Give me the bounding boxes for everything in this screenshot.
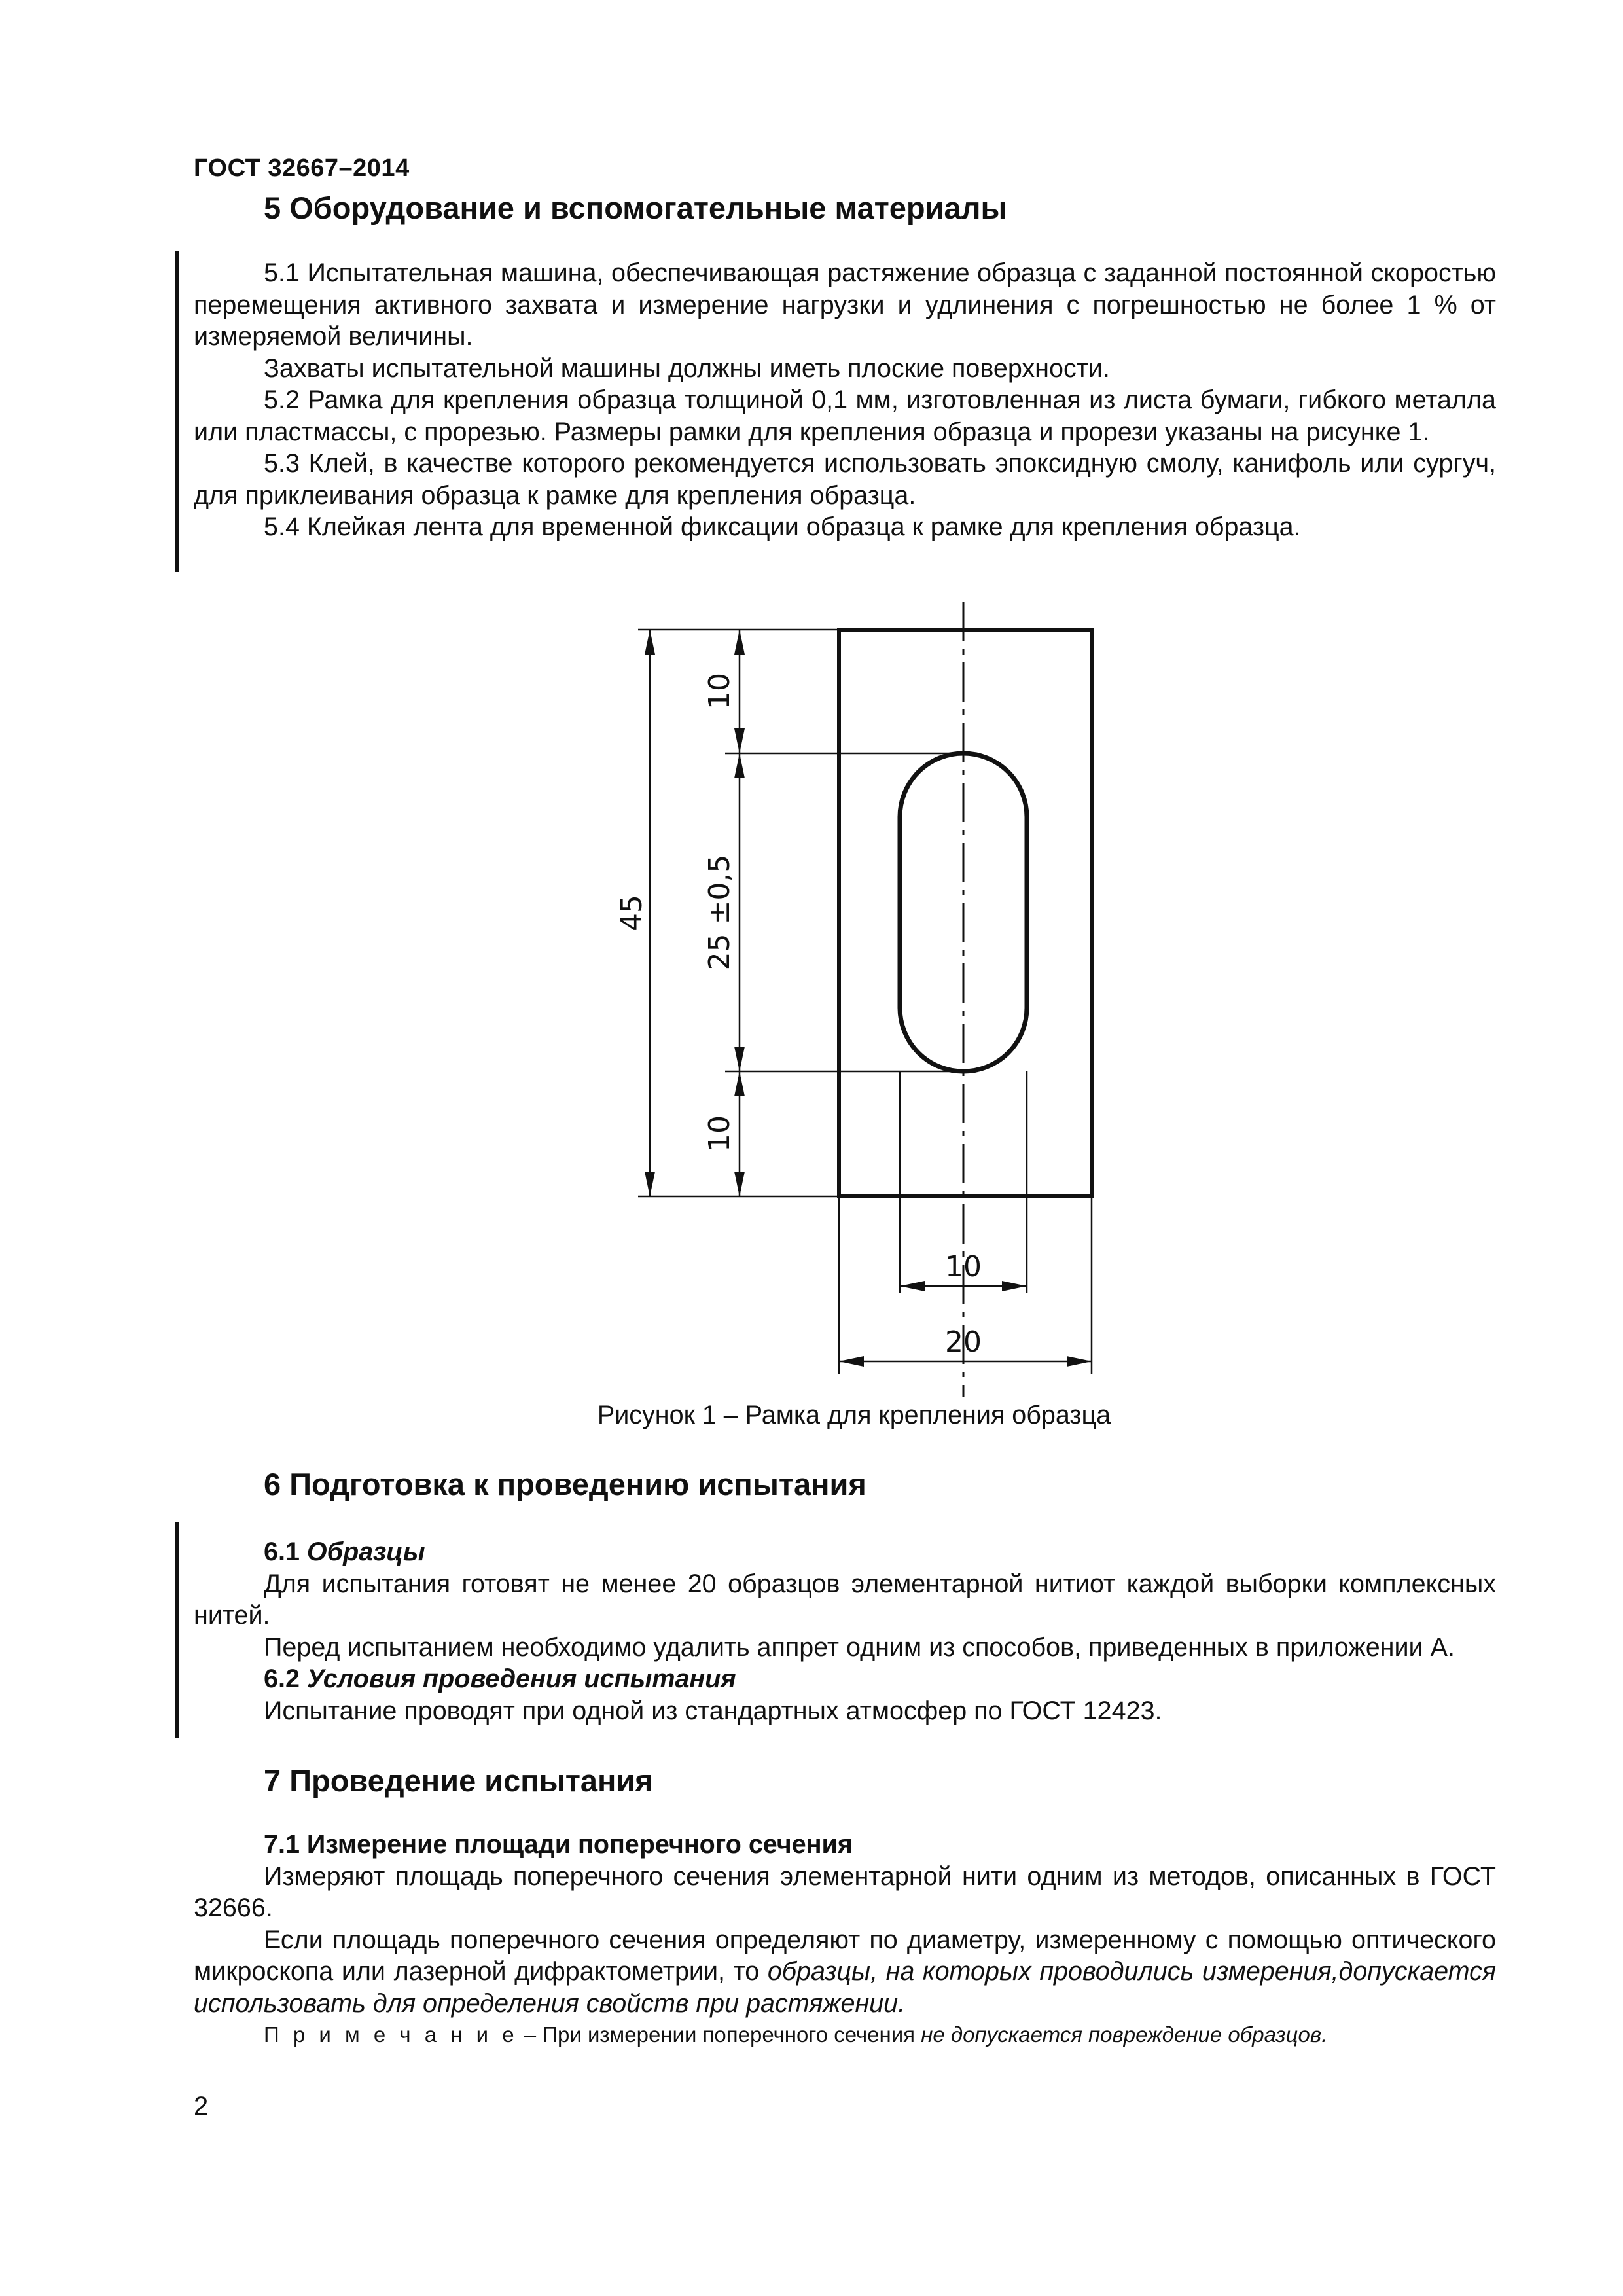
arrow-seg-top	[734, 630, 745, 655]
arrow-seg2-end	[734, 1047, 745, 1071]
dim-label-45: 45	[615, 895, 649, 931]
section-5-body	[194, 257, 1496, 543]
change-bar-section-6	[175, 1522, 179, 1738]
paragraph-6-2-conditions: Испытание проводят при одной из стандартных атмосфер по ГОСТ 12423.	[264, 1696, 1162, 1725]
arrow-45-bottom	[645, 1172, 655, 1196]
paragraph-7-1-diameter-italic: образцы, на которых проводились измерения,допускается использовать для определения свойств при растяжении.	[194, 1957, 1496, 2018]
dim-label-slot-length: 25 ±0,5	[703, 854, 736, 971]
dim-label-top: 10	[703, 673, 736, 709]
note-7-1	[194, 2019, 1496, 2051]
subsection-6-2-heading	[194, 1663, 1496, 1695]
subsection-6-1-title: Образцы	[306, 1537, 425, 1566]
arrow-seg3-end	[734, 1172, 745, 1196]
note-label: П р и м е ч а н и е	[264, 2022, 518, 2047]
paragraph-6-1-finish: Перед испытанием необходимо удалить аппрет одним из способов, приведенных в приложении А.	[264, 1632, 1455, 1662]
document-code: ГОСТ 32667–2014	[194, 154, 410, 182]
dim-label-frame-width: 20	[945, 1325, 982, 1359]
frame-outline	[839, 630, 1092, 1196]
paragraph-7-1-methods: Измеряют площадь поперечного сечения элементарной нити одним из методов, описанных в ГОСТ 32666.	[194, 1861, 1496, 1922]
section-7-body	[194, 1829, 1496, 2051]
section-6-title: 6 Подготовка к проведению испытания	[264, 1467, 866, 1501]
arrow-frame-left	[839, 1356, 864, 1367]
section-5-title: 5 Оборудование и вспомогательные материалы	[264, 190, 1007, 225]
paragraph-7-1-diameter-regular: Если площадь поперечного сечения определяют по диаметру, измеренному с помощью оптического микроскопа или лазерной дифрактометрии, то	[194, 1925, 1496, 1986]
paragraph-5-2: 5.2 Рамка для крепления образца толщиной 0,1 мм, изготовленная из листа бумаги, гибкого металла или пластмассы, с прорезью. Размеры рамки для крепления образца и прорези указаны на рисунке 1.	[194, 386, 1496, 446]
subsection-6-1-heading	[194, 1536, 1496, 1568]
dim-label-slot-width: 10	[945, 1250, 982, 1283]
arrow-slot-left	[900, 1281, 925, 1291]
arrow-slot-right	[1002, 1281, 1027, 1291]
arrow-frame-right	[1067, 1356, 1092, 1367]
frame-drawing-svg	[589, 589, 1178, 1401]
arrow-45-top	[645, 630, 655, 655]
paragraph-6-1-specimens: Для испытания готовят не менее 20 образцов элементарной нитиот каждой выборки комплексных нитей.	[194, 1569, 1496, 1630]
subsection-6-1-number: 6.1	[264, 1537, 300, 1566]
note-italic: не допускается повреждение образцов.	[921, 2022, 1328, 2047]
paragraph-5-3: 5.3 Клей, в качестве которого рекомендуется использовать эпоксидную смолу, канифоль или сургуч, для приклеивания образца к рамке для крепления образца.	[194, 449, 1496, 510]
dim-label-bottom: 10	[703, 1115, 736, 1152]
arrow-seg1-end	[734, 728, 745, 753]
section-7-title: 7 Проведение испытания	[264, 1763, 653, 1798]
subsection-7-1-heading: 7.1 Измерение площади поперечного сечения	[264, 1830, 853, 1859]
arrow-seg3-start	[734, 1071, 745, 1096]
paragraph-5-1: 5.1 Испытательная машина, обеспечивающая растяжение образца с заданной постоянной скоростью перемещения активного захвата и измерение нагрузки и удлинения с погрешностью не более 1 % от измеряемой величины.	[194, 259, 1496, 351]
page-number: 2	[194, 2092, 209, 2121]
note-regular: – При измерении поперечного сечения	[518, 2022, 921, 2047]
figure-frame-drawing	[589, 589, 1178, 1401]
change-bar-section-5	[175, 251, 179, 572]
section-6-body	[194, 1536, 1496, 1727]
arrow-seg2-start	[734, 753, 745, 778]
subsection-6-2-title: Условия проведения испытания	[306, 1664, 736, 1693]
subsection-6-2-number: 6.2	[264, 1664, 300, 1693]
paragraph-5-1-grips: Захваты испытательной машины должны иметь плоские поверхности.	[264, 353, 1110, 383]
paragraph-5-4: 5.4 Клейкая лента для временной фиксации образца к рамке для крепления образца.	[264, 512, 1301, 541]
paragraph-7-1-diameter	[194, 1924, 1496, 2020]
figure-caption: Рисунок 1 – Рамка для крепления образца	[597, 1401, 1111, 1429]
